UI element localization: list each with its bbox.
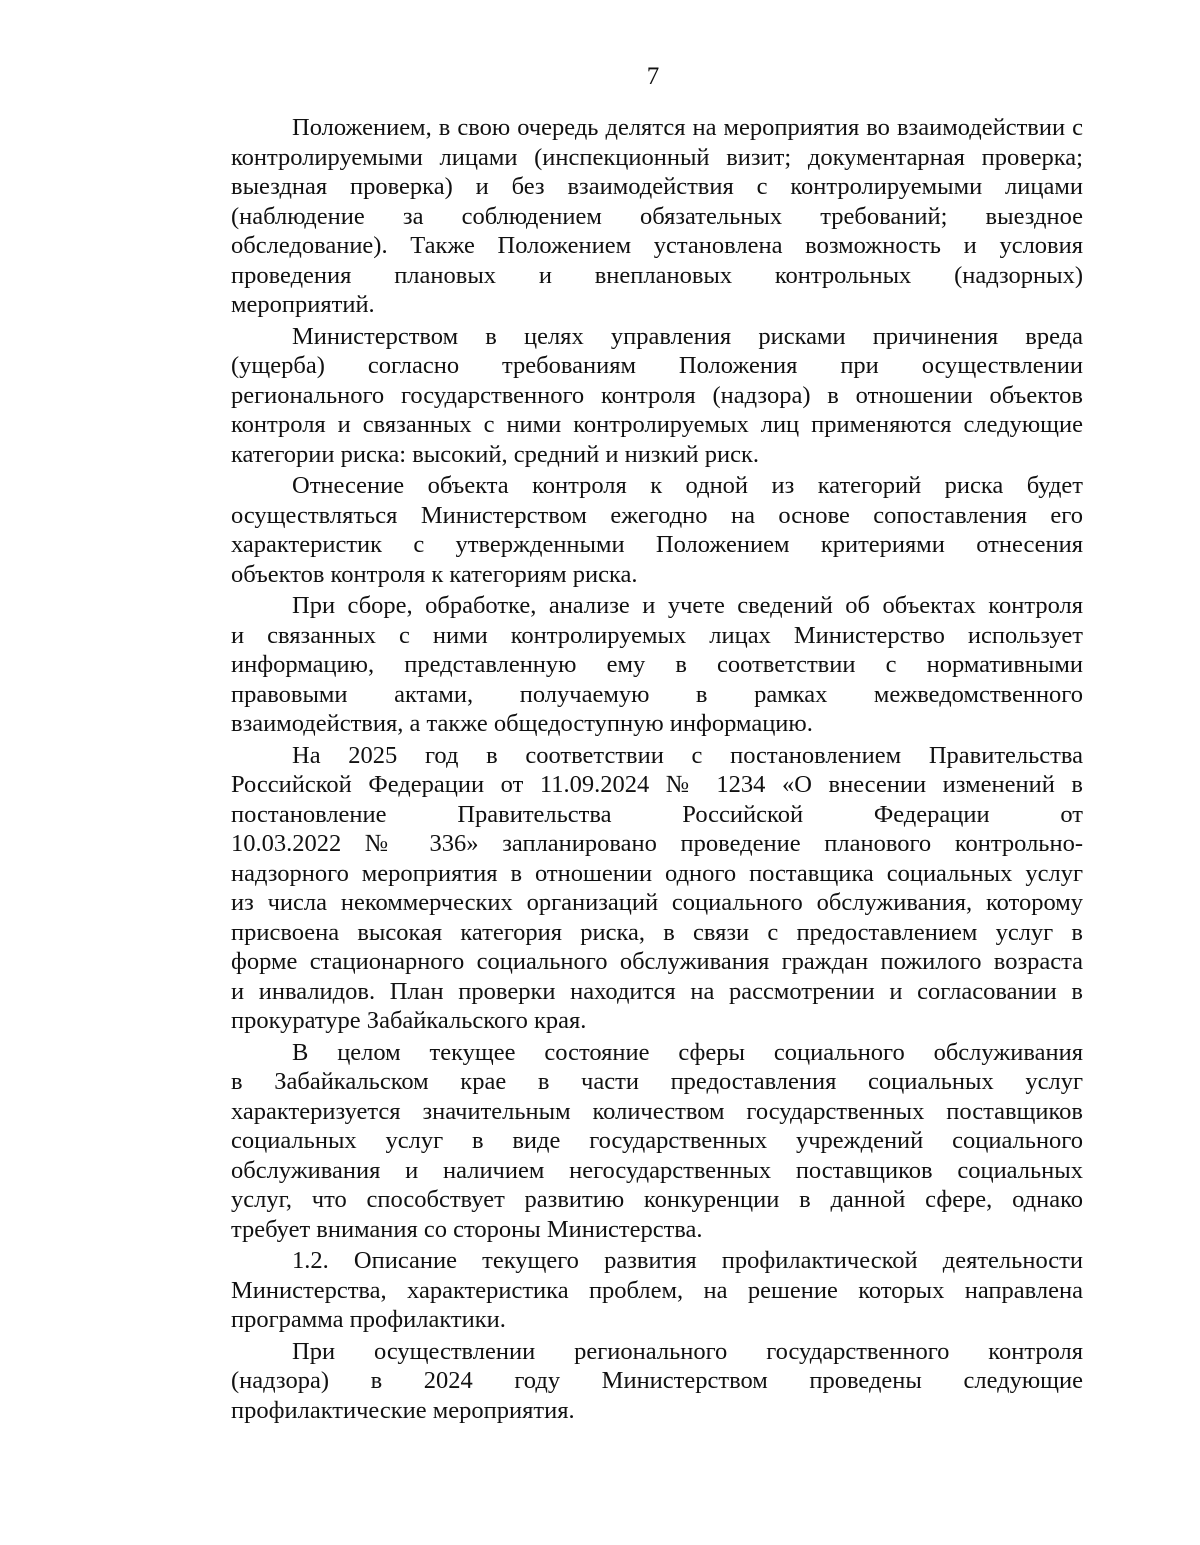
text-line: информацию, представленную ему в соответствии с нормативными [231,651,1083,678]
text-line: и связанных с ними контролируемых лицах Министерство использует [231,621,1083,649]
text-line: услуг, что способствует развитию конкуренции в данной сфере, однако [231,1186,1083,1213]
text-line: (наблюдение за соблюдением обязательных требований; выездное [231,202,1083,230]
text-line: форме стационарного социального обслуживания граждан пожилого возраста [231,948,1083,975]
text-line: 1.2. Описание текущего развития профилактической деятельности [292,1247,1083,1274]
text-line: осуществляться Министерством ежегодно на основе сопоставления его [231,501,1083,529]
paragraph [231,591,1083,739]
text-line: надзорного мероприятия в отношении одного поставщика социальных услуг [231,859,1083,887]
text-line: Положением, в свою очередь делятся на мероприятия во взаимодействии с [292,114,1083,141]
text-line: требует внимания со стороны Министерства. [231,1215,703,1243]
text-line: На 2025 год в соответствии с постановлением Правительства [292,741,1083,769]
text-line: контролируемыми лицами (инспекционный визит; документарная проверка; [231,143,1083,171]
text-line: проведения плановых и внеплановых контрольных (надзорных) [231,261,1083,289]
document-body [231,113,1083,1425]
text-line: При сборе, обработке, анализе и учете сведений об объектах контроля [292,592,1083,619]
text-line: объектов контроля к категориям риска. [231,560,638,588]
text-line: постановление Правительства Российской Федерации от [231,800,1083,828]
paragraph [231,1337,1083,1426]
text-line: программа профилактики. [231,1306,506,1333]
paragraph [231,322,1083,470]
text-line: Министерства, характеристика проблем, на решение которых направлена [231,1276,1083,1304]
page-number: 7 [646,63,660,90]
text-line: правовыми актами, получаемую в рамках межведомственного [231,680,1083,708]
text-line: При осуществлении регионального государственного контроля [292,1337,1083,1365]
text-line: обслуживания и наличием негосударственных поставщиков социальных [231,1156,1083,1184]
text-line: социальных услуг в виде государственных учреждений социального [231,1127,1083,1154]
text-line: 10.03.2022 № 336» запланировано проведение планового контрольно- [231,830,1083,857]
text-line: контроля и связанных с ними контролируемых лиц применяются следующие [231,411,1083,438]
text-line: из числа некоммерческих организаций социального обслуживания, которому [231,889,1083,916]
text-line: характеристик с утвержденными Положением критериями отнесения [231,531,1083,558]
text-line: регионального государственного контроля (надзора) в отношении объектов [231,381,1083,409]
text-line: прокуратуре Забайкальского края. [231,1007,587,1034]
text-line: мероприятий. [231,291,375,318]
paragraph [231,1038,1083,1245]
text-line: Министерством в целях управления рисками причинения вреда [292,322,1083,350]
text-line: (ущерба) согласно требованиям Положения при осуществлении [231,352,1083,379]
text-line: Российской Федерации от 11.09.2024 № 1234 «О внесении изменений в [231,771,1083,798]
paragraph [231,741,1083,1036]
paragraph [231,113,1083,320]
paragraph [231,471,1083,589]
text-line: присвоена высокая категория риска, в связи с предоставлением услуг в [231,918,1083,946]
text-line: и инвалидов. План проверки находится на рассмотрении и согласовании в [231,977,1083,1005]
text-line: в Забайкальском крае в части предоставления социальных услуг [231,1068,1083,1095]
text-line: В целом текущее состояние сферы социального обслуживания [292,1038,1083,1066]
text-line: (надзора) в 2024 году Министерством проведены следующие [231,1367,1083,1394]
text-line: Отнесение объекта контроля к одной из категорий риска будет [292,472,1083,499]
text-line: обследование). Также Положением установлена возможность и условия [231,232,1083,259]
paragraph [231,1246,1083,1335]
text-line: характеризуется значительным количеством государственных поставщиков [231,1097,1083,1125]
text-line: профилактические мероприятия. [231,1396,575,1424]
text-line: взаимодействия, а также общедоступную информацию. [231,710,813,737]
text-line: выездная проверка) и без взаимодействия с контролируемыми лицами [231,173,1083,200]
text-line: категории риска: высокий, средний и низкий риск. [231,440,759,468]
